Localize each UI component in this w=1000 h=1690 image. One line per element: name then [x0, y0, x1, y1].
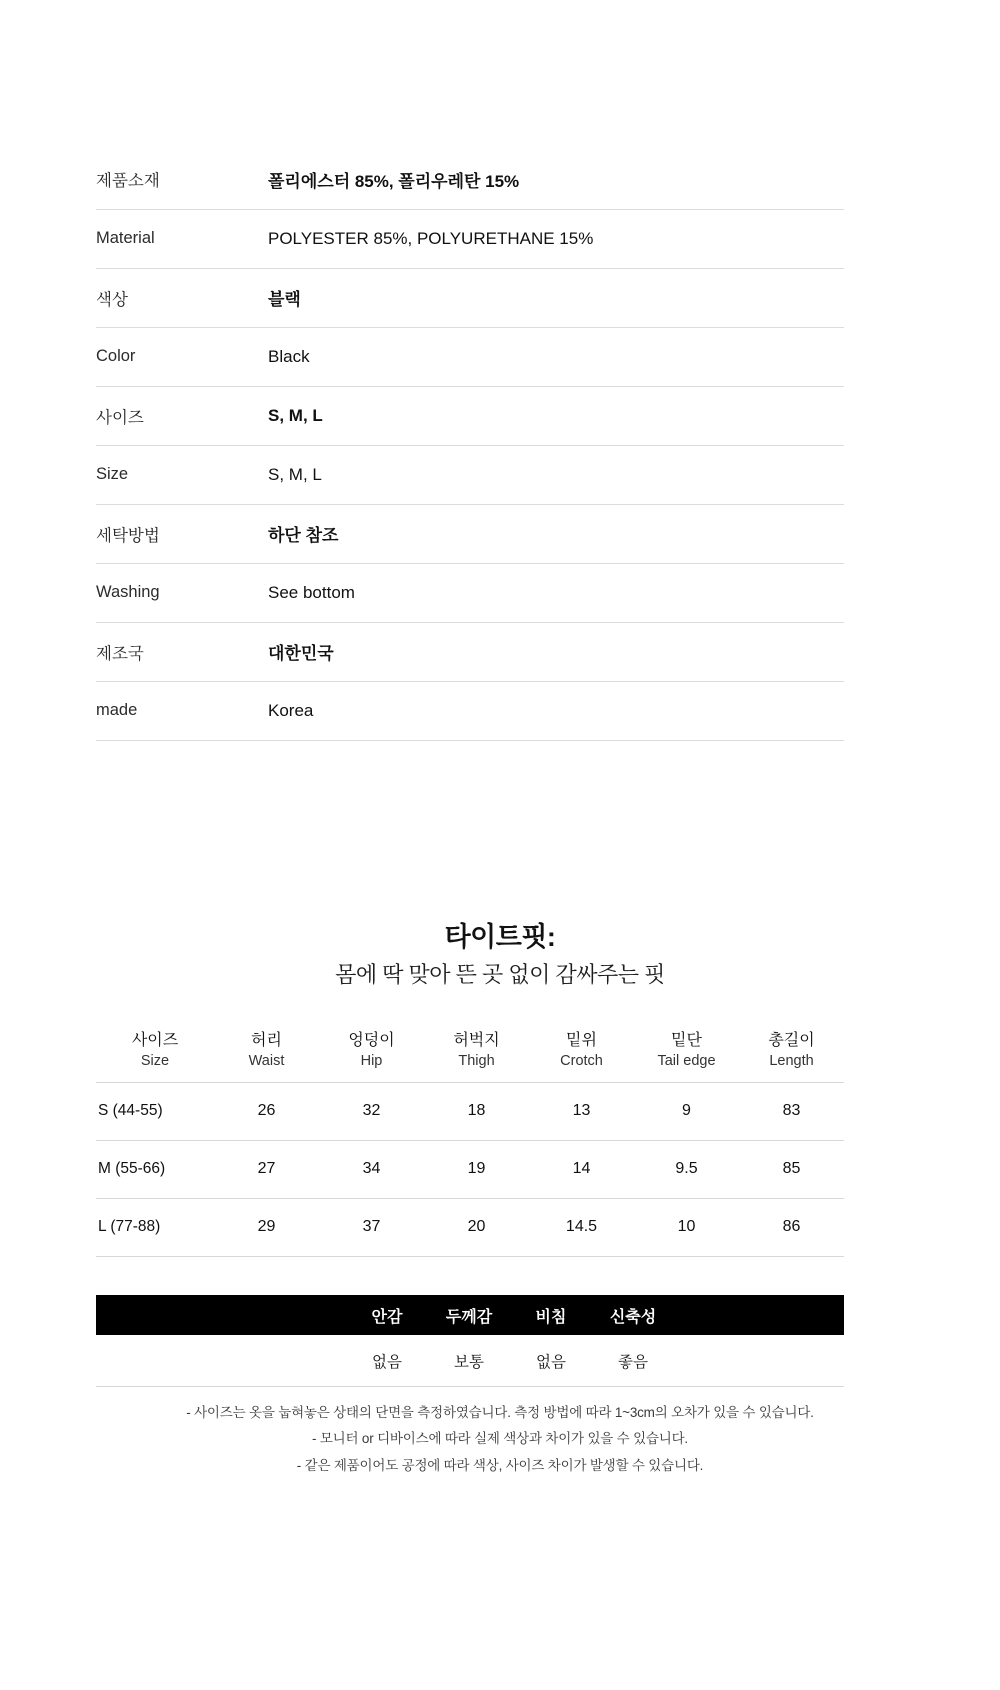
spec-value: See bottom [268, 582, 355, 602]
size-chart-cell: 26 [214, 1082, 319, 1140]
product-spec-table [96, 150, 844, 741]
disclaimer-note: - 모니터 or 디바이스에 따라 실제 색상과 차이가 있을 수 있습니다. [312, 1431, 688, 1447]
spec-label: 사이즈 [96, 408, 144, 427]
size-chart-header-ko: 허벅지 [453, 1032, 500, 1050]
fit-heading [0, 920, 1000, 990]
fabric-attribute-value: 보통 [454, 1353, 484, 1371]
disclaimer-note: - 같은 제품이어도 공정에 따라 색상, 사이즈 차이가 발생할 수 있습니다. [296, 1457, 704, 1473]
size-chart-row-label: M (55-66) [96, 1140, 214, 1198]
size-chart-table [96, 1020, 844, 1257]
size-chart-cell: 37 [319, 1198, 424, 1256]
size-chart-cell: 14 [529, 1140, 634, 1198]
size-chart-cell: 9.5 [634, 1140, 739, 1198]
size-chart-cell: 85 [739, 1140, 844, 1198]
size-chart-header-cell [96, 1020, 214, 1082]
spec-label: 제품소재 [96, 172, 160, 191]
size-chart-cell: 14.5 [529, 1198, 634, 1256]
size-chart-header-en: Length [769, 1052, 814, 1069]
size-chart-cell: 19 [424, 1140, 529, 1198]
spec-label: Washing [96, 583, 160, 601]
spec-value: 폴리에스터 85%, 폴리우레탄 15% [268, 171, 520, 191]
size-chart-header-en: Size [140, 1052, 170, 1069]
spec-label: Size [96, 465, 129, 483]
size-chart-cell: 34 [319, 1140, 424, 1198]
spec-label: 세탁방법 [96, 526, 160, 545]
size-chart-header-ko: 사이즈 [131, 1032, 179, 1050]
fit-title: 타이트핏: [444, 922, 556, 952]
spec-row [96, 563, 844, 622]
spec-row [96, 150, 844, 209]
spec-label: 색상 [96, 290, 128, 309]
spec-row [96, 504, 844, 563]
size-chart-header-en: Thigh [458, 1052, 495, 1069]
spec-value: Black [268, 346, 310, 366]
size-chart-row-label: L (77-88) [96, 1198, 214, 1256]
spec-row [96, 681, 844, 740]
fabric-attributes-values [96, 1335, 844, 1387]
size-chart-cell: 83 [739, 1082, 844, 1140]
fabric-attribute-label: 비침 [535, 1308, 567, 1326]
size-chart-header-cell [739, 1020, 844, 1082]
size-chart-cell: 32 [319, 1082, 424, 1140]
spec-label: 제조국 [96, 644, 144, 663]
size-chart-header-ko: 엉덩이 [348, 1032, 395, 1050]
spec-value: S, M, L [268, 405, 323, 425]
size-chart-header-ko: 밑위 [566, 1032, 597, 1050]
size-chart-header-cell [424, 1020, 529, 1082]
size-chart-row-label: S (44-55) [96, 1082, 214, 1140]
size-chart-header-ko: 밑단 [671, 1032, 702, 1050]
size-chart-header-cell [214, 1020, 319, 1082]
size-chart-header-en: Tail edge [657, 1052, 716, 1069]
size-chart-row [96, 1082, 844, 1140]
spec-row [96, 386, 844, 445]
size-chart-header-en: Waist [248, 1052, 285, 1069]
fabric-attributes-header [96, 1295, 844, 1335]
spec-label: made [96, 701, 138, 719]
size-chart-header-ko: 허리 [251, 1032, 282, 1050]
size-chart-header-cell [319, 1020, 424, 1082]
size-chart-cell: 13 [529, 1082, 634, 1140]
spec-row [96, 445, 844, 504]
spec-value: POLYESTER 85%, POLYURETHANE 15% [268, 228, 594, 248]
fit-subtitle: 몸에 딱 맞아 뜬 곳 없이 감싸주는 핏 [335, 962, 665, 988]
size-chart-cell: 10 [634, 1198, 739, 1256]
spec-row [96, 209, 844, 268]
fabric-attributes [96, 1295, 844, 1387]
size-chart-header-ko: 총길이 [768, 1032, 815, 1050]
fabric-attribute-label: 안감 [371, 1308, 403, 1326]
size-chart-cell: 29 [214, 1198, 319, 1256]
size-chart-header-cell [634, 1020, 739, 1082]
size-chart-header-en: Crotch [560, 1052, 603, 1069]
spec-row [96, 268, 844, 327]
spec-row [96, 622, 844, 681]
fabric-attribute-label: 두께감 [445, 1308, 493, 1326]
size-chart-row [96, 1198, 844, 1256]
disclaimer-notes [0, 1400, 1000, 1479]
spec-row [96, 327, 844, 386]
disclaimer-note: - 사이즈는 옷을 눕혀놓은 상태의 단면을 측정하였습니다. 측정 방법에 따라 1~3cm의 오차가 있을 수 있습니다. [186, 1405, 814, 1420]
size-chart-cell: 27 [214, 1140, 319, 1198]
spec-value: 블랙 [268, 290, 301, 309]
size-chart-cell: 20 [424, 1198, 529, 1256]
fabric-attribute-value: 없음 [372, 1353, 402, 1371]
fabric-attribute-value: 좋음 [618, 1353, 648, 1371]
size-chart-header-en: Hip [360, 1052, 383, 1069]
size-chart-cell: 18 [424, 1082, 529, 1140]
size-chart-header-cell [529, 1020, 634, 1082]
spec-label: Material [96, 229, 155, 247]
size-chart-cell: 9 [634, 1082, 739, 1140]
size-chart-header-row [96, 1020, 844, 1082]
spec-value: S, M, L [268, 464, 322, 484]
spec-value: 대한민국 [268, 644, 334, 663]
fabric-attribute-label: 신축성 [609, 1308, 657, 1326]
size-chart-row [96, 1140, 844, 1198]
size-chart-cell: 86 [739, 1198, 844, 1256]
spec-label: Color [96, 347, 136, 365]
spec-value: Korea [268, 700, 314, 720]
spec-value: 하단 참조 [268, 526, 339, 545]
fabric-attribute-value: 없음 [536, 1353, 566, 1371]
